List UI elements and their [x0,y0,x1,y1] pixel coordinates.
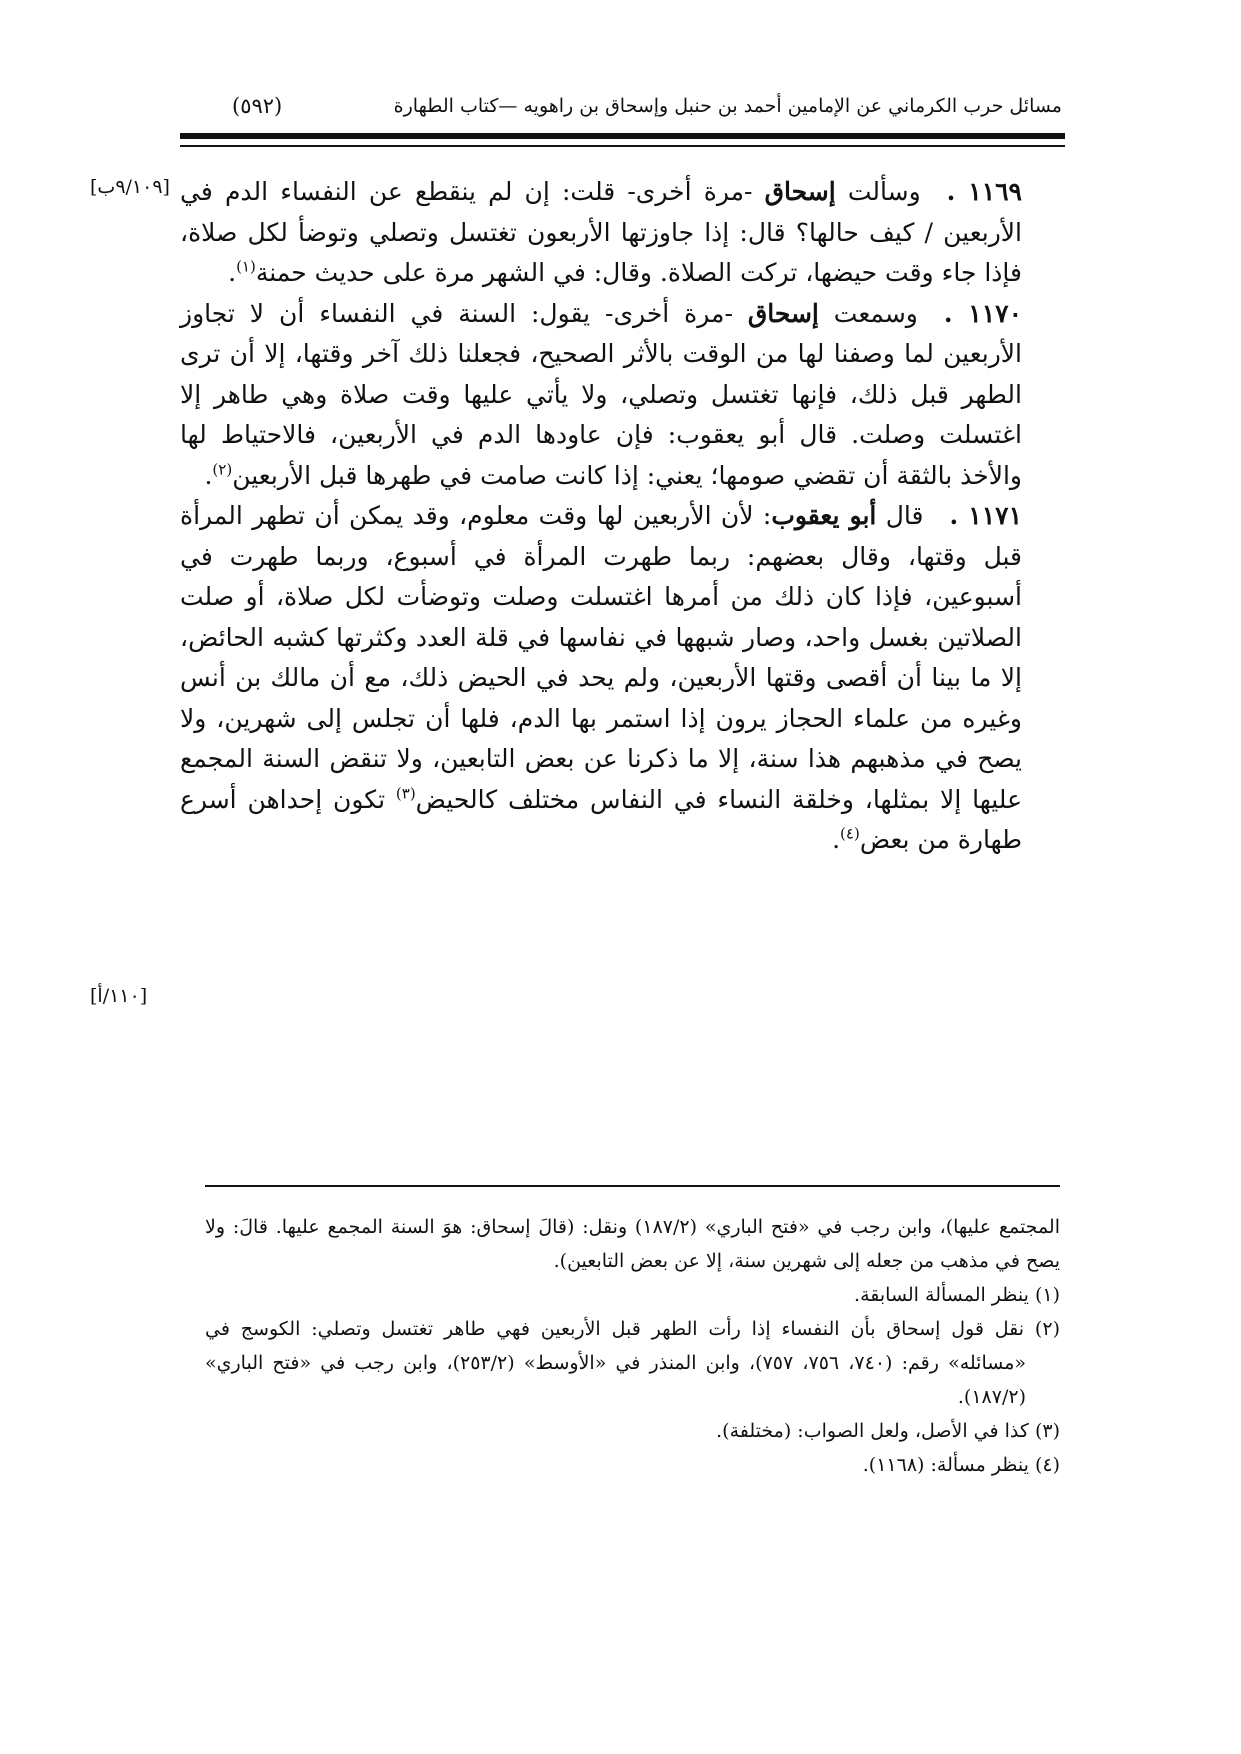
entry-end: . [832,825,841,854]
header-rule-thin [180,145,1065,147]
footnotes [205,1210,1060,1482]
header-title: مسائل حرب الكرماني عن الإمامين أحمد بن حنبل وإسحاق بن راهويه —كتاب الطهارة [393,95,1062,117]
narrator-name: أبو يعقوب [771,501,877,530]
entry-end: . [228,258,237,287]
entry-text: -مرة أخرى- يقول: السنة في النفساء أن لا تجاوز الأربعين لما وصفنا لها من الوقت بالأثر الصحيح، فجعلنا ذلك آخر وقتها، إلا أن ترى الطهر قبل ذلك، فإنها تغتسل وتصلي، ولا يأتي عليها وقت صلاة وهي طاهر إلا اغتسلت وصلت. قال أبو يعقوب: فإن عاودها الدم في الأربعين، فالاحتياط لها والأخذ بالثقة أن تقضي صومها؛ يعني: إذا كانت صامت في طهرها قبل الأربعين [180,298,1022,490]
footnote-ref: (٢) [212,460,233,479]
footnote: (٤) ينظر مسألة: (١١٦٨). [862,1454,1060,1476]
entry-lead: وسمعت [818,298,918,328]
entry-lead: وسألت [835,177,921,206]
question-entry [180,496,1022,861]
header-rule-thick [180,133,1065,139]
margin-folio-note: [١١٠/أ] [90,985,148,1007]
footnote-ref: (١) [236,257,256,276]
entry-number: ١١٦٩ . [946,177,1022,206]
footnote-ref: (٤) [840,824,860,843]
entry-lead: قال [876,501,924,530]
footnote-separator [205,1185,1060,1187]
question-entry [180,172,1022,294]
entry-end: . [204,460,213,490]
entry-number: ١١٧١ . [949,501,1022,530]
running-header [232,86,1062,126]
footnote-ref: (٣) [395,784,416,803]
main-text [180,172,1022,861]
narrator-name: إسحاق [764,177,836,206]
entry-number: ١١٧٠ . [943,298,1022,328]
entry-text: -مرة أخرى- قلت: إن لم ينقطع عن النفساء الدم في الأربعين / كيف حالها؟ قال: إذا جاوزتها الأربعون تغتسل وتصلي وتوضأ لكل صلاة، فإذا جاء وقت حيضها، تركت الصلاة. وقال: في الشهر مرة على حديث حمنة [180,177,1022,287]
footnote: (١) ينظر المسألة السابقة. [854,1284,1060,1306]
footnote: (٣) كذا في الأصل، ولعل الصواب: (مختلفة). [716,1420,1060,1442]
entry-text: : لأن الأربعين لها وقت معلوم، وقد يمكن أن تطهر المرأة قبل وقتها، وقال بعضهم: ربما طهرت المرأة في أسبوع، وربما طهرت في أسبوعين، فإذا كان ذلك من أمرها اغتسلت وصلت وتوضأت لكل صلاة، أو صلت الصلاتين بغسل واحد، وصار شبهها في نفاسها في قلة العدد وكثرتها كشبه الحائض، إلا ما بينا أن أقصى وقتها الأربعين، ولم يحد في الحيض ذلك، مع أن مالك بن أنس وغيره من علماء الحجاز يرون إذا استمر بها الدم، فلها أن تجلس إلى شهرين، ولا يصح في مذهبهم هذا سنة، إلا ما ذكرنا عن بعض التابعين، ولا تنقض السنة المجمع عليها إلا بمثلها، وخلقة النساء في النفاس مختلف كالحيض [180,501,1022,814]
page-number: (٥٩٢) [232,94,283,118]
footnote: (٢) نقل قول إسحاق بأن النفساء إذا رأت الطهر قبل الأربعين فهي طاهر تغتسل وتصلي: الكوسج في «مسائله» رقم: (٧٤٠، ٧٥٦، ٧٥٧)، وابن المنذر في «الأوسط» (٢٥٣/٢)، وابن رجب في «فتح الباري» (١٨٧/٢). [205,1318,1060,1408]
footnote-continuation: المجتمع عليها)، وابن رجب في «فتح الباري» (١٨٧/٢) ونقل: (قالَ إسحاق: هوَ السنة المجمع عليها. قالَ: ولا يصح في مذهب من جعله إلى شهرين سنة، إلا عن بعض التابعين). [205,1216,1060,1272]
question-entry [180,294,1022,497]
margin-folio-note: [٩/١٠٩ب] [90,176,170,198]
entry-text: تكون إحداهن أسرع طهارة من بعض [180,784,1022,854]
narrator-name: إسحاق [747,298,819,328]
